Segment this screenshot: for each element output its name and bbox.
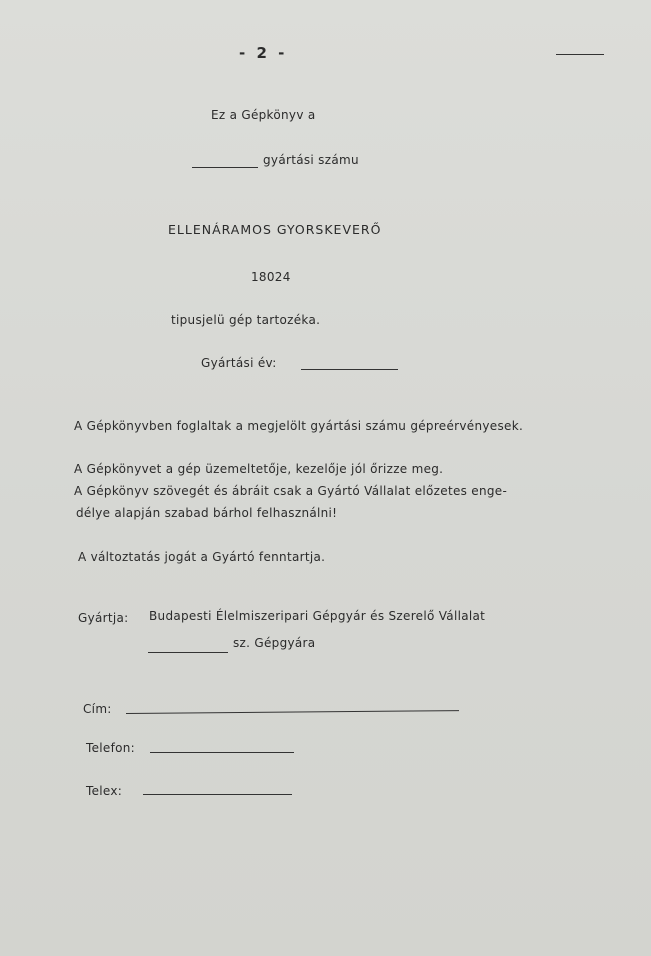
intro-line-2: gyártási számu: [263, 153, 359, 167]
manufacturer-name: Budapesti Élelmiszeripari Gépgyár és Szerelő Vállalat: [149, 609, 486, 623]
paragraph-keep-line-3: délye alapján szabad bárhol felhasználni!: [76, 506, 338, 520]
address-blank: [126, 710, 459, 714]
paragraph-keep-line-1: A Gépkönyvet a gép üzemeltetője, kezelője jól őrizze meg.: [74, 462, 444, 476]
model-number: 18024: [251, 270, 291, 284]
page-number: - 2 -: [239, 44, 288, 62]
telex-blank: [143, 794, 292, 795]
telex-label: Telex:: [86, 784, 123, 798]
paragraph-rights: A változtatás jogát a Gyártó fenntartja.: [78, 550, 326, 564]
phone-blank: [150, 752, 294, 753]
product-name: ELLENÁRAMOS GYORSKEVERŐ: [168, 222, 382, 237]
manufacturer-label: Gyártja:: [78, 611, 129, 625]
manufacturer-sub: sz. Gépgyára: [233, 636, 316, 650]
address-label: Cím:: [83, 702, 112, 716]
intro-line-1: Ez a Gépkönyv a: [211, 108, 316, 122]
serial-number-blank: [192, 167, 258, 168]
factory-number-blank: [148, 652, 228, 653]
intro-line-3: tipusjelü gép tartozéka.: [171, 313, 321, 327]
paragraph-validity: A Gépkönyvben foglaltak a megjelölt gyártási számu gépreérvényesek.: [74, 419, 524, 433]
year-label: Gyártási év:: [201, 356, 277, 370]
paragraph-keep-line-2: A Gépkönyv szövegét és ábráit csak a Gyártó Vállalat előzetes enge-: [74, 484, 508, 498]
corner-rule: [556, 54, 604, 55]
year-blank: [301, 369, 398, 370]
phone-label: Telefon:: [86, 741, 136, 755]
